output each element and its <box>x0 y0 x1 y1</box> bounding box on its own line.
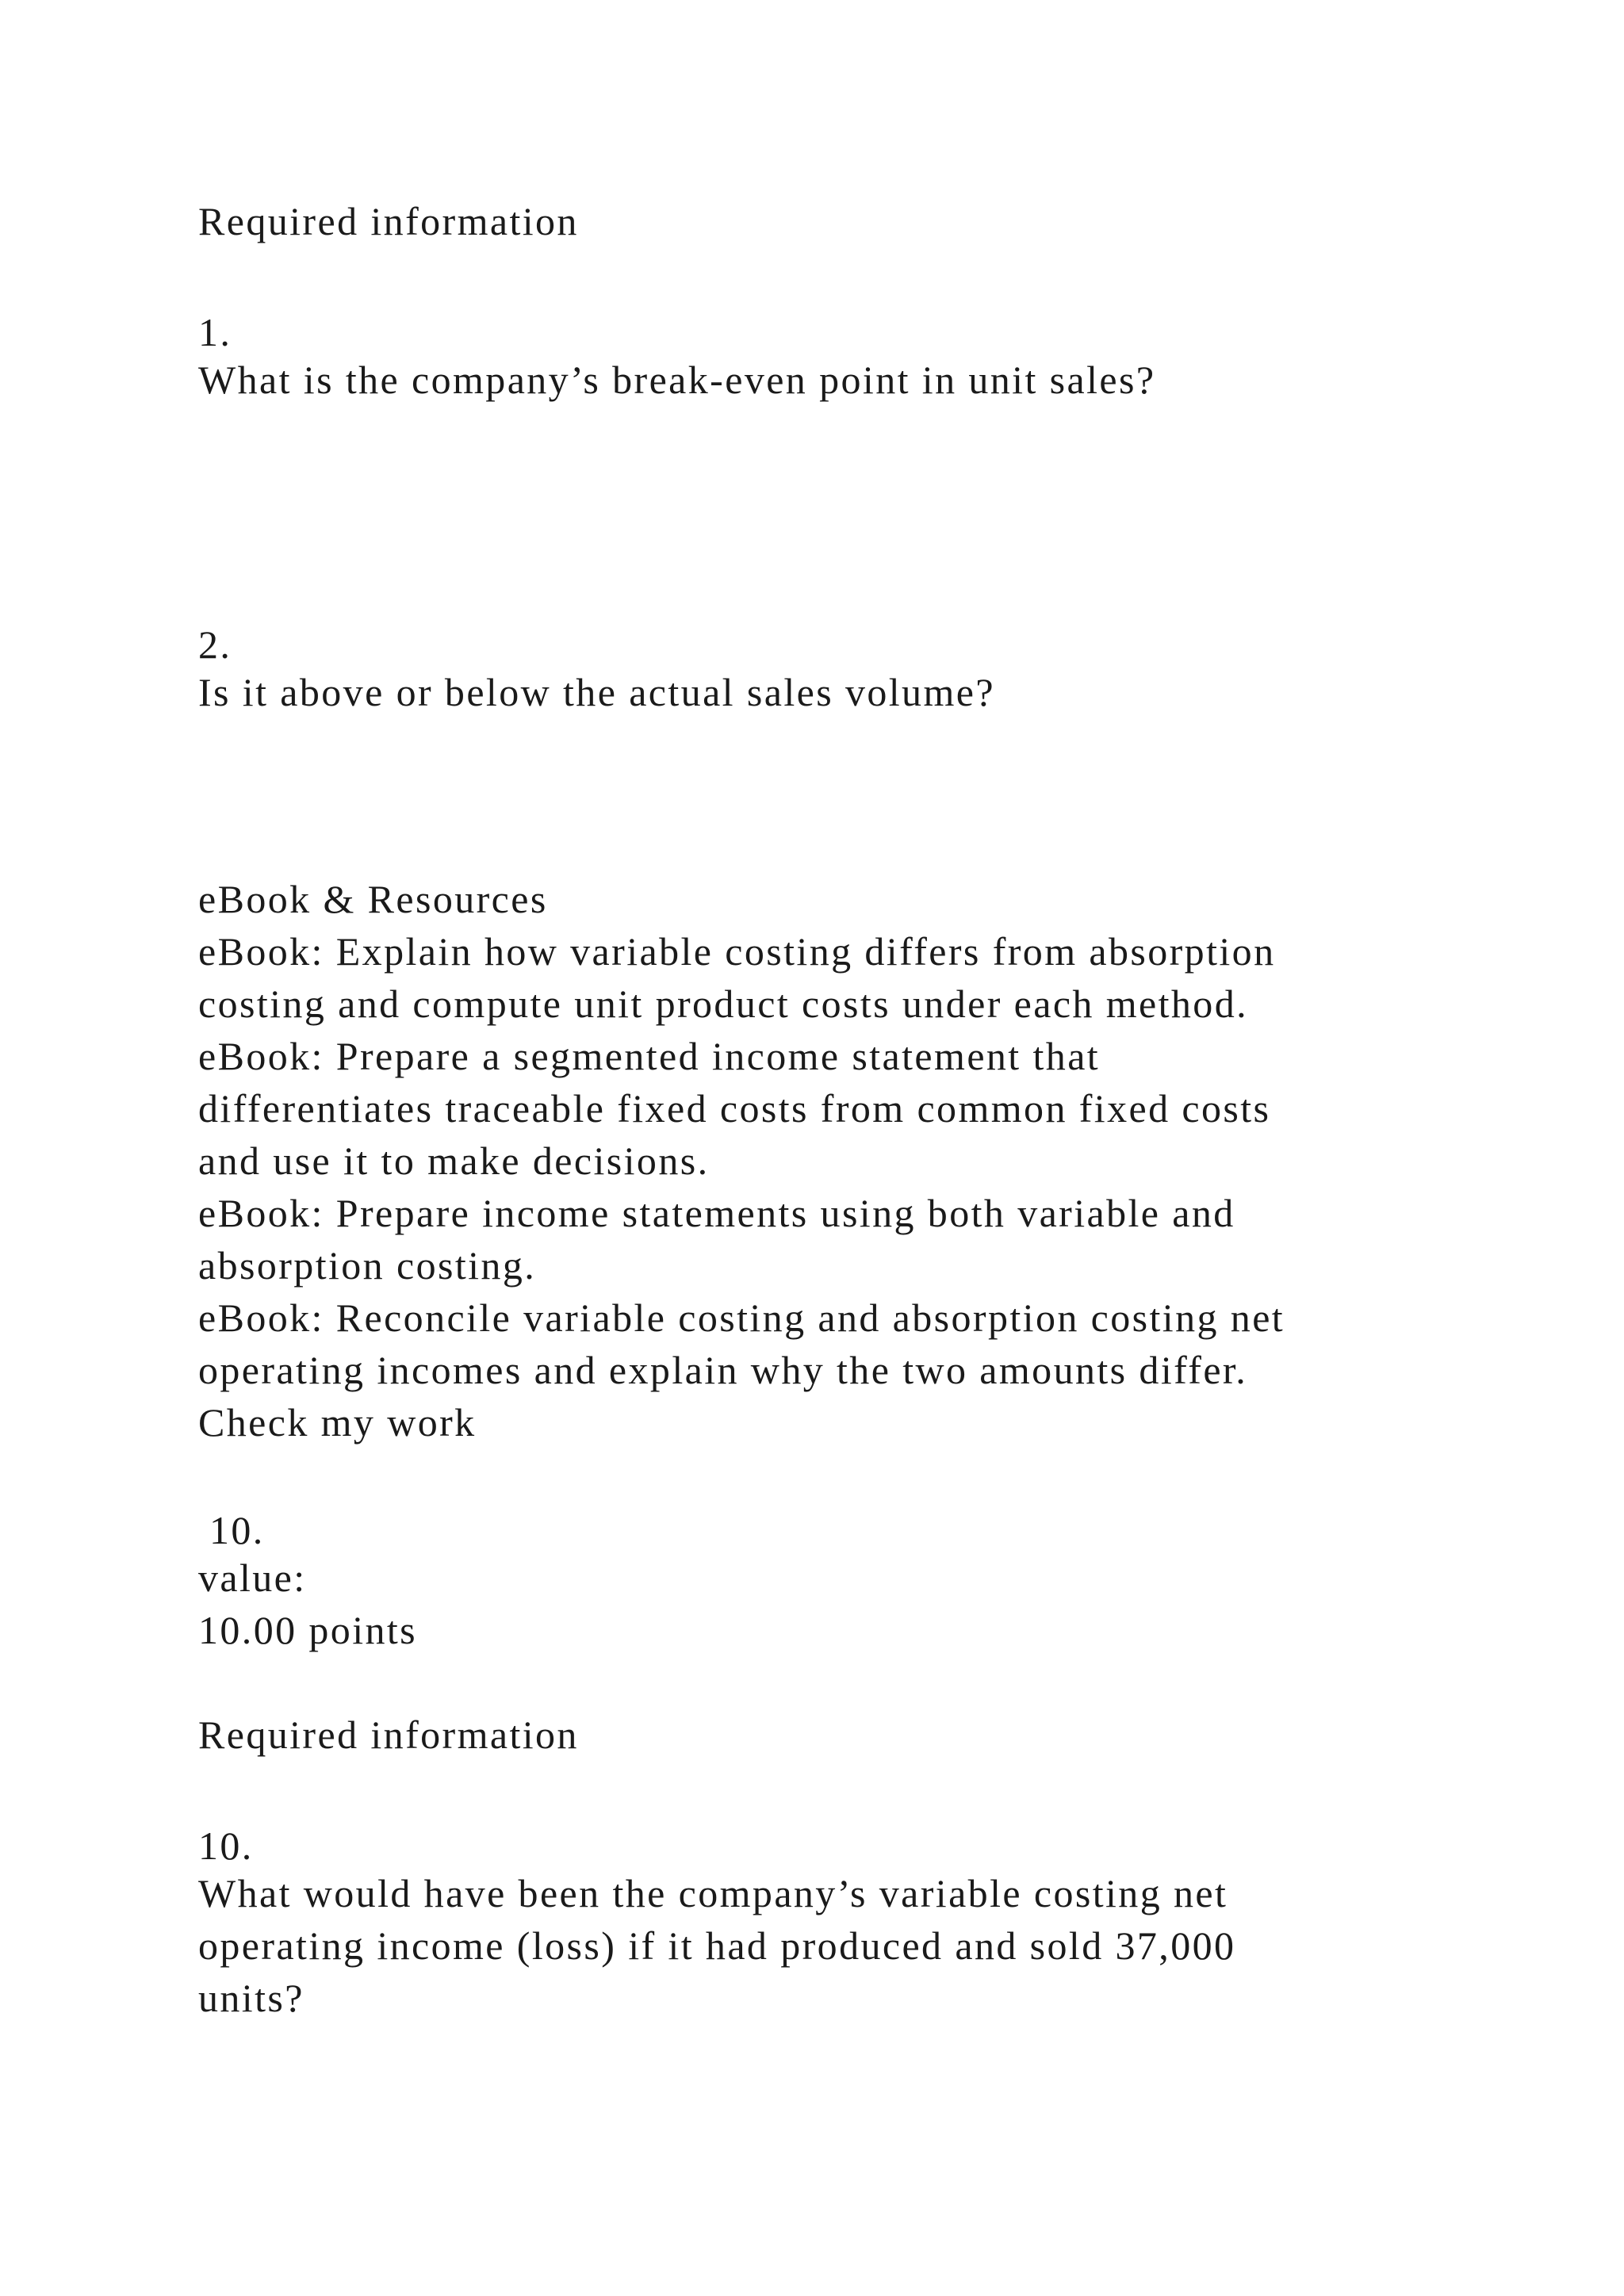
check-my-work-button[interactable]: Check my work <box>198 1400 477 1445</box>
question-text: units? <box>198 1976 304 2020</box>
ebook-link-text[interactable]: and use it to make decisions. <box>198 1138 710 1183</box>
question-text: What would have been the company’s variable costing net <box>198 1871 1228 1915</box>
ebook-link[interactable]: eBook: Reconcile variable costing and absorption costing net <box>198 1295 1285 1340</box>
ebook-link[interactable]: eBook: Prepare income statements using both variable and <box>198 1191 1235 1235</box>
ebook-link-text[interactable]: operating incomes and explain why the two amounts differ. <box>198 1348 1248 1392</box>
ebook-link-text[interactable]: absorption costing. <box>198 1243 537 1288</box>
ebook-link[interactable]: eBook: Prepare a segmented income statement that <box>198 1034 1101 1078</box>
section-heading: Required information <box>198 1712 579 1757</box>
question-number: 10. <box>198 1823 254 1868</box>
section-heading: Required information <box>198 199 579 243</box>
ebook-link[interactable]: eBook: Explain how variable costing differs from absorption <box>198 929 1276 974</box>
value-label: value: <box>198 1556 307 1600</box>
resources-title: eBook & Resources <box>198 877 548 921</box>
question-text: operating income (loss) if it had produced and sold 37,000 <box>198 1923 1236 1968</box>
ebook-link-text[interactable]: costing and compute unit product costs under each method. <box>198 982 1249 1026</box>
question-text: What is the company’s break-even point in unit sales? <box>198 358 1156 402</box>
ebook-link-text[interactable]: differentiates traceable fixed costs from common fixed costs <box>198 1086 1271 1131</box>
question-number: 1. <box>198 310 232 354</box>
question-number: 10. <box>209 1508 265 1552</box>
question-text: Is it above or below the actual sales volume? <box>198 670 995 714</box>
question-number: 2. <box>198 622 232 667</box>
points-value: 10.00 points <box>198 1608 418 1652</box>
